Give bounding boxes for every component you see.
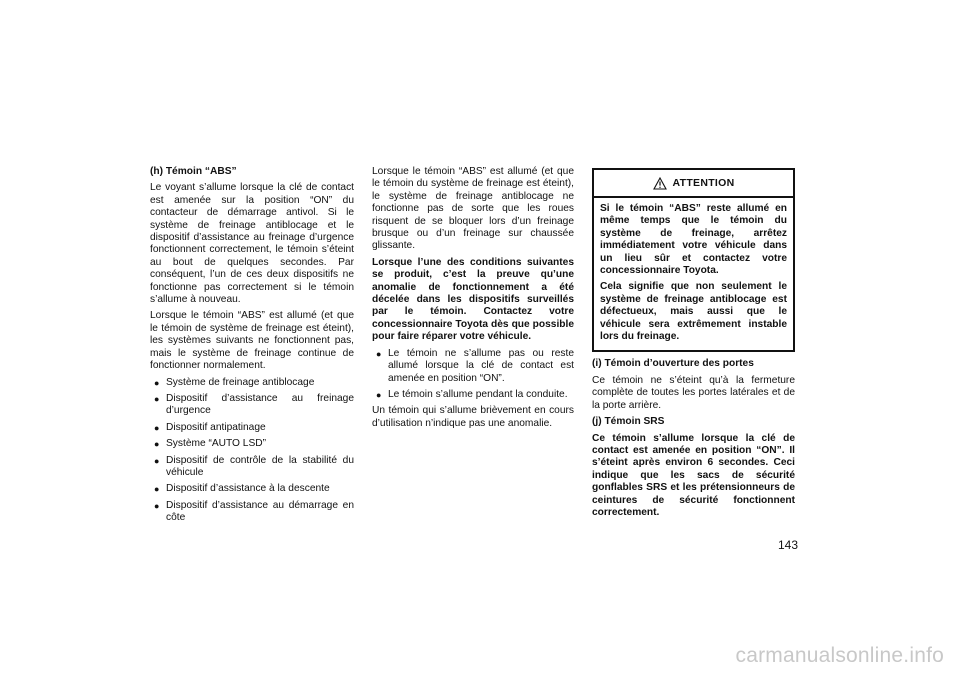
callout-header [594,170,793,198]
list-item: ● Dispositif de contrôle de la stabilité du véhicule [150,455,354,480]
column-left [150,166,354,529]
list-item: ● Le témoin ne s’allume pas ou reste allumé lorsque la clé de contact est amenée en position “ON”. [372,348,574,385]
list-item: ● Le témoin s’allume pendant la conduite. [372,389,574,401]
paragraph: Si le témoin “ABS” reste allumé en même temps que le témoin du système de freinage, arrêtez immédiatement votre véhicule dans un lieu sûr et contactez votre concessionnaire Toyota. [600,203,787,277]
attention-callout [592,168,795,352]
bullet-list [150,377,354,525]
paragraph: Un témoin qui s’allume brièvement en cours d’utilisation n’indique pas une anomalie. [372,405,574,429]
column-right [592,168,795,523]
page-number: 143 [777,538,798,552]
list-item: ● Système de freinage antiblocage [150,377,354,389]
paragraph: Ce témoin ne s’éteint qu’à la fermeture complète de toutes les portes latérales et de la porte arrière. [592,374,795,411]
paragraph: Cela signifie que non seulement le système de freinage antiblocage est défectueux, mais aussi que le véhicule sera extrêmement instable lors du freinage. [600,281,787,343]
warning-triangle-icon [653,177,667,190]
paragraph: Lorsque le témoin “ABS” est allumé (et que le témoin de système de freinage est éteint), les systèmes suivants ne fonctionnent pas, mais le système de freinage continue de fonctionner normalement. [150,310,354,372]
section-heading-srs: (j) Témoin SRS [592,416,665,428]
section-heading-abs: (h) Témoin “ABS” [150,166,237,177]
paragraph: Le voyant s’allume lorsque la clé de contact est amenée sur la position “ON” du contacteur de démarrage antivol. Si le système de freinage antiblocage et le dispositif d’assistance au freinage d’urgence fonctionnent correctement, le témoin s’éteint au bout de quelques secondes. Par conséquent, l’un de ces deux dispositifs ne fonctionne pas correctement si le témoin s’allume à nouveau. [150,182,354,306]
list-item: ● Dispositif d’assistance au freinage d’urgence [150,393,354,418]
watermark: carmanualsonline.info [735,644,944,667]
list-item: ● Dispositif antipatinage [150,422,354,434]
list-item: ● Dispositif d’assistance à la descente [150,483,354,495]
bullet-list [372,348,574,402]
column-middle [372,166,574,434]
list-item: ● Dispositif d’assistance au démarrage en côte [150,500,354,525]
bold-paragraph: Lorsque l’une des conditions suivantes se produit, c’est la preuve qu’une anomalie de fonctionnement a été décelée dans les dispositifs surveillés par le témoin. Contactez votre concessionnaire Toyota dès que possible pour faire réparer votre véhicule. [372,256,574,343]
section-heading-doors: (i) Témoin d’ouverture des portes [592,358,754,370]
callout-title: ATTENTION [672,176,735,189]
paragraph: Lorsque le témoin “ABS” est allumé (et que le témoin du système de freinage est éteint), le système de freinage antiblocage ne fonctionne pas de sorte que les roues risquent de se bloquer lors d’un freinage brusque ou d’un freinage sur chaussée glissante. [372,166,574,252]
callout-body [594,198,793,350]
bold-paragraph: Ce témoin s’allume lorsque la clé de contact est amenée en position “ON”. Il s’éteint après environ 6 secondes. Ceci indique que les sacs de sécurité gonflables SRS et les prétensionneurs de ceintures de sécurité fonctionnent correctement. [592,432,795,518]
list-item: ● Système “AUTO LSD” [150,438,354,450]
